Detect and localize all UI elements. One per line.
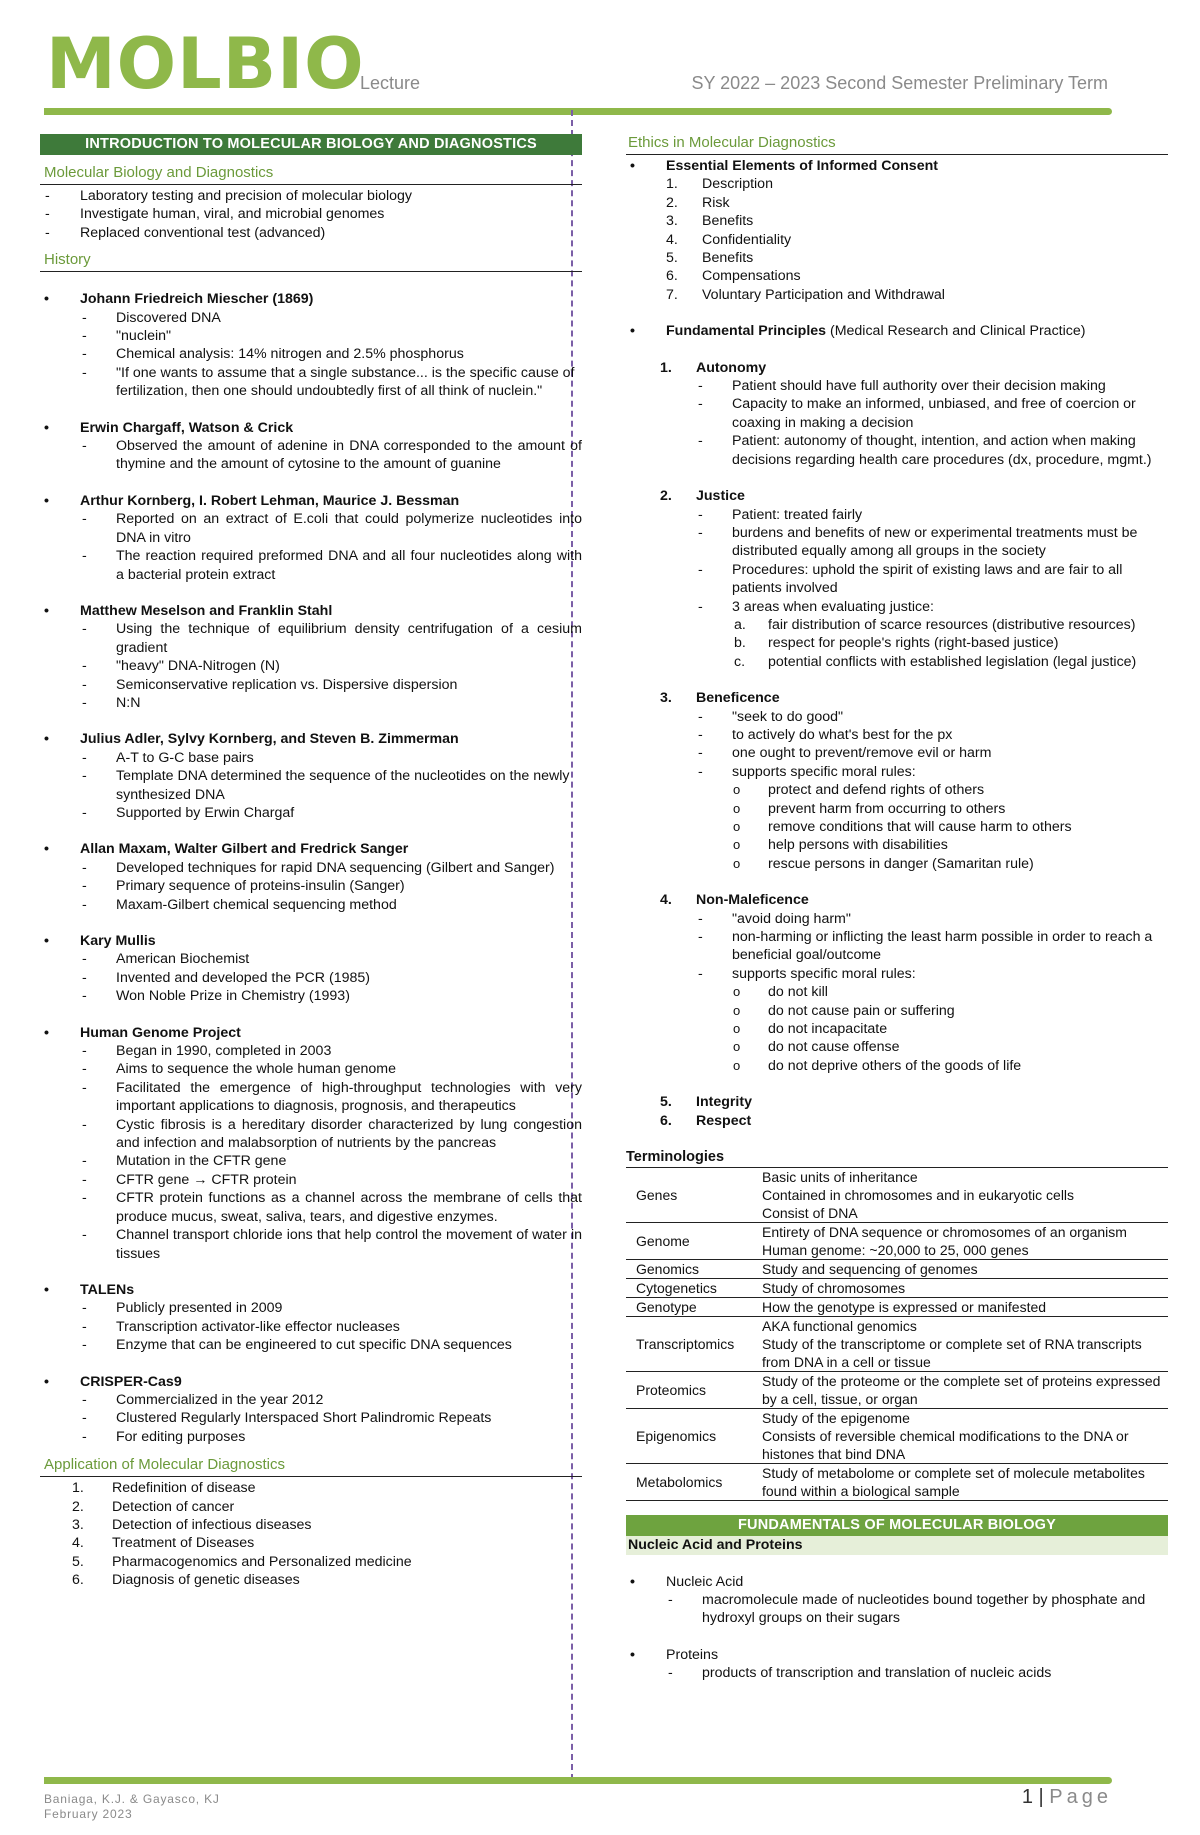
list-item: - Patient: autonomy of thought, intention, and action when making decisions regarding health care procedures (dx, procedure, mgmt.) bbox=[732, 432, 1168, 469]
table-row bbox=[626, 1316, 1168, 1371]
list-item: - products of transcription and translation of nucleic acids bbox=[702, 1664, 1168, 1682]
logo-title: MOLBIO bbox=[46, 23, 365, 105]
principle-justice: 2. Justice - Patient: treated fairly - burdens and benefits of new or experimental treatments must be distributed equally among all groups in the society - Procedures: uphold the spirit of existing laws and are fair to all patients involved - 3 areas when evaluating justice: a. fair distribution of scarce resources (distributive resources) b. respect for people's rights (right-based justice) c. potential conflicts with established legislation (legal justice) bbox=[696, 487, 1168, 671]
history-entry-title: • Matthew Meselson and Franklin Stahl bbox=[80, 602, 333, 619]
list-item: - Reported on an extract of E.coli that could polymerize nucleotides into DNA in vitro bbox=[116, 510, 582, 547]
logo-subtitle: Lecture bbox=[360, 73, 421, 93]
table-row bbox=[626, 1167, 1168, 1222]
term-name: Genotype bbox=[626, 1297, 758, 1316]
list-item: 1. Description bbox=[666, 176, 773, 193]
list-item: - Semiconservative replication vs. Dispersive dispersion bbox=[116, 676, 582, 694]
history-entry-title: • Human Genome Project bbox=[80, 1024, 241, 1041]
list-item: - "seek to do good" bbox=[732, 708, 1168, 726]
list-item: - For editing purposes bbox=[116, 1428, 582, 1446]
application-list bbox=[40, 1479, 582, 1589]
list-item: 4. Treatment of Diseases bbox=[72, 1535, 255, 1552]
fundamentals-subheading: Nucleic Acid and Proteins bbox=[626, 1536, 1168, 1555]
history-entry-title: • TALENs bbox=[80, 1281, 135, 1298]
term-name: Genomics bbox=[626, 1259, 758, 1278]
history-entry-title: • Johann Friedreich Miescher (1869) bbox=[80, 291, 314, 308]
definition-line: Study of chromosomes bbox=[762, 1279, 906, 1296]
principle-title: Integrity bbox=[696, 1094, 752, 1111]
list-item: - Mutation in the CFTR gene bbox=[116, 1152, 582, 1170]
term-definition bbox=[758, 1316, 1168, 1371]
history-entry-title: • Allan Maxam, Walter Gilbert and Fredrick Sanger bbox=[80, 841, 409, 858]
list-item: 7. Voluntary Participation and Withdrawal bbox=[666, 286, 945, 303]
list-item: o do not incapacitate bbox=[768, 1020, 1168, 1038]
principle-respect: 6. Respect bbox=[696, 1112, 1168, 1130]
principle-nonmaleficence: 4. Non-Maleficence - "avoid doing harm" - non-harming or inflicting the least harm possible in order to reach a beneficial goal/outcome - supports specific moral rules: o do not kill o do not cause pain or suffering o do not incapacitate o do not cause offense o do not deprive others of the goods of life bbox=[696, 891, 1168, 1075]
list-item: - Aims to sequence the whole human genome bbox=[116, 1060, 582, 1078]
list-item: 6. Compensations bbox=[666, 268, 801, 285]
list-item: - one ought to prevent/remove evil or harm bbox=[732, 744, 1168, 762]
proteins-title: • Proteins bbox=[666, 1646, 719, 1663]
list-item: - Channel transport chloride ions that help control the movement of water in tissues bbox=[116, 1226, 582, 1263]
list-item: - Patient: treated fairly bbox=[732, 506, 1168, 524]
table-row bbox=[626, 1278, 1168, 1297]
definition-line: Study of the proteome or the complete set of proteins expressed by a cell, tissue, or organ bbox=[762, 1372, 1161, 1407]
history-entry bbox=[80, 602, 582, 712]
definition-line: Human genome: ~20,000 to 25, 000 genes bbox=[762, 1241, 1029, 1258]
list-item: - Laboratory testing and precision of molecular biology bbox=[80, 187, 582, 205]
terminologies-heading: Terminologies bbox=[626, 1149, 725, 1166]
principle-beneficence: 3. Beneficence - "seek to do good" - to actively do what's best for the px - one ought to prevent/remove evil or harm - supports specific moral rules: o protect and defend rights of others o prevent harm from occurring to others o remove conditions that will cause harm to others o help persons with disabilities o rescue persons in danger (Samaritan rule) bbox=[696, 689, 1168, 873]
fundamentals-list bbox=[626, 1573, 1168, 1683]
table-row bbox=[626, 1297, 1168, 1316]
list-item: 5. Benefits bbox=[666, 250, 754, 267]
principles-note: (Medical Research and Clinical Practice) bbox=[826, 323, 1086, 340]
list-item: o prevent harm from occurring to others bbox=[768, 800, 1168, 818]
list-item: - CFTR protein functions as a channel across the membrane of cells that produce mucus, sweat, saliva, tears, and digestive enzymes. bbox=[116, 1189, 582, 1226]
term-definition bbox=[758, 1371, 1168, 1408]
molbio-list bbox=[40, 187, 582, 242]
list-item: - Cystic fibrosis is a hereditary disorder characterized by lung congestion and infection and malabsorption of nutrients by the pancreas bbox=[116, 1116, 582, 1153]
list-item: o do not deprive others of the goods of life bbox=[768, 1057, 1168, 1075]
list-item: - supports specific moral rules: o protect and defend rights of others o prevent harm from occurring to others o remove conditions that will cause harm to others o help persons with disabilities o rescue persons in danger (Samaritan rule) bbox=[732, 763, 1168, 873]
nucleic-acid-title: • Nucleic Acid bbox=[666, 1573, 744, 1590]
page-word: Page bbox=[1049, 1786, 1112, 1808]
list-item: 6. Diagnosis of genetic diseases bbox=[72, 1572, 300, 1589]
list-item: o protect and defend rights of others bbox=[768, 781, 1168, 799]
table-row bbox=[626, 1463, 1168, 1500]
list-item: - Invented and developed the PCR (1985) bbox=[116, 969, 582, 987]
history-entry-title: • CRISPER-Cas9 bbox=[80, 1373, 182, 1390]
list-item: - Won Noble Prize in Chemistry (1993) bbox=[116, 987, 582, 1005]
list-item: - Transcription activator-like effector nucleases bbox=[116, 1318, 582, 1336]
list-item: - Primary sequence of proteins-insulin (Sanger) bbox=[116, 877, 582, 895]
page-number-value: 1 bbox=[1021, 1786, 1033, 1808]
term-label: SY 2022 – 2023 Second Semester Preliminary Term bbox=[691, 73, 1108, 93]
list-item: - macromolecule made of nucleotides bound together by phosphate and hydroxyl groups on their sugars bbox=[702, 1591, 1168, 1628]
term-name: Epigenomics bbox=[626, 1408, 758, 1463]
footer-authors-block bbox=[44, 1792, 220, 1822]
definition-line: Study of the transcriptome or complete set of RNA transcripts from DNA in a cell or tissue bbox=[762, 1335, 1142, 1370]
page-separator: | bbox=[1032, 1786, 1050, 1808]
list-item: o do not cause offense bbox=[768, 1038, 1168, 1056]
list-item: - supports specific moral rules: o do not kill o do not cause pain or suffering o do not incapacitate o do not cause offense o do not deprive others of the goods of life bbox=[732, 965, 1168, 1075]
list-item: - "avoid doing harm" bbox=[732, 910, 1168, 928]
history-entry bbox=[80, 290, 582, 400]
term-name: Transcriptomics bbox=[626, 1316, 758, 1371]
definition-line: Entirety of DNA sequence or chromosomes of an organism bbox=[762, 1223, 1127, 1240]
definition-line: How the genotype is expressed or manifested bbox=[762, 1298, 1047, 1315]
principles-entry bbox=[666, 322, 1168, 340]
list-item: o help persons with disabilities bbox=[768, 836, 1168, 854]
table-row bbox=[626, 1408, 1168, 1463]
term-definition bbox=[758, 1278, 1168, 1297]
list-item: - Chemical analysis: 14% nitrogen and 2.5% phosphorus bbox=[116, 345, 582, 363]
list-item: - Using the technique of equilibrium density centrifugation of a cesium gradient bbox=[116, 620, 582, 657]
list-item: 1. Redefinition of disease bbox=[72, 1480, 256, 1497]
list-item: 2. Detection of cancer bbox=[72, 1498, 235, 1515]
principle-title: Justice bbox=[696, 488, 745, 505]
list-item: - Investigate human, viral, and microbial genomes bbox=[80, 205, 582, 223]
right-column bbox=[626, 134, 1168, 1683]
list-item: o do not kill bbox=[768, 983, 1168, 1001]
history-entry-title: • Kary Mullis bbox=[80, 933, 156, 949]
list-item: 2. Risk bbox=[666, 194, 730, 211]
list-item: - Capacity to make an informed, unbiased, and free of coercion or coaxing in making a decision bbox=[732, 395, 1168, 432]
definition-line: Consist of DNA bbox=[762, 1204, 858, 1221]
intro-banner: INTRODUCTION TO MOLECULAR BIOLOGY AND DIAGNOSTICS bbox=[40, 134, 582, 155]
list-item: 3. Benefits bbox=[666, 213, 754, 230]
list-item: - Procedures: uphold the spirit of existing laws and are fair to all patients involved bbox=[732, 561, 1168, 598]
principle-title: Autonomy bbox=[696, 359, 767, 376]
list-item: - Commercialized in the year 2012 bbox=[116, 1391, 582, 1409]
history-entry bbox=[80, 492, 582, 584]
term-definition bbox=[758, 1222, 1168, 1259]
list-item: - to actively do what's best for the px bbox=[732, 726, 1168, 744]
list-item: - Developed techniques for rapid DNA sequencing (Gilbert and Sanger) bbox=[116, 859, 582, 877]
principle-integrity: 5. Integrity bbox=[696, 1093, 1168, 1111]
definition-line: AKA functional genomics bbox=[762, 1317, 917, 1334]
list-item: - American Biochemist bbox=[116, 950, 582, 968]
history-entry bbox=[80, 419, 582, 474]
left-column bbox=[40, 134, 582, 1590]
page-number bbox=[1022, 1788, 1112, 1806]
definition-line: Basic units of inheritance bbox=[762, 1168, 918, 1185]
list-item: - Facilitated the emergence of high-throughput technologies with very important applications to diagnosis, prognosis, and therapeutics bbox=[116, 1079, 582, 1116]
principle-autonomy: 1. Autonomy - Patient should have full authority over their decision making - Capacity to make an informed, unbiased, and free of coercion or coaxing in making a decision - Patient: autonomy of thought, intention, and action when making decisions regarding health care procedures (dx, procedure, mgmt.) bbox=[696, 359, 1168, 469]
list-item: - Publicly presented in 2009 bbox=[116, 1299, 582, 1317]
definition-line: Study and sequencing of genomes bbox=[762, 1260, 978, 1277]
list-item: - A-T to G-C base pairs bbox=[116, 749, 582, 767]
list-item: 5. Pharmacogenomics and Personalized medicine bbox=[72, 1553, 412, 1570]
list-item: - Replaced conventional test (advanced) bbox=[80, 224, 582, 242]
term-definition bbox=[758, 1167, 1168, 1222]
list-item: - burdens and benefits of new or experimental treatments must be distributed equally among all groups in the society bbox=[732, 524, 1168, 561]
principles-list bbox=[626, 359, 1168, 1130]
list-item: - Template DNA determined the sequence of the nucleotides on the newly synthesized DNA bbox=[116, 767, 582, 804]
history-entry bbox=[80, 1024, 582, 1263]
application-heading: Application of Molecular Diagnostics bbox=[40, 1456, 582, 1477]
term-name: Proteomics bbox=[626, 1371, 758, 1408]
list-item: b. respect for people's rights (right-based justice) bbox=[734, 635, 1059, 652]
principle-title: Respect bbox=[696, 1112, 752, 1129]
principle-title: Non-Maleficence bbox=[696, 892, 809, 909]
list-item: c. potential conflicts with established legislation (legal justice) bbox=[734, 653, 1137, 670]
principle-title: Beneficence bbox=[696, 690, 780, 707]
footer-authors: Baniaga, K.J. & Gayasco, KJ bbox=[44, 1792, 220, 1806]
list-item: - Supported by Erwin Chargaf bbox=[116, 804, 582, 822]
list-item: - Enzyme that can be engineered to cut specific DNA sequences bbox=[116, 1336, 582, 1354]
list-item: - 3 areas when evaluating justice: a. fair distribution of scarce resources (distributive resources) b. respect for people's rights (right-based justice) c. potential conflicts with established legislation (legal justice) bbox=[732, 598, 1168, 672]
terminologies-table bbox=[626, 1167, 1168, 1501]
proteins-entry bbox=[666, 1646, 1168, 1683]
list-item: - "If one wants to assume that a single substance... is the specific cause of fertilization, then one should undoubtedly first of all think of nuclein." bbox=[116, 364, 582, 401]
history-entry bbox=[80, 1373, 582, 1447]
header-rule bbox=[44, 108, 1112, 115]
list-item: 3. Detection of infectious diseases bbox=[72, 1516, 312, 1533]
footer-date: February 2023 bbox=[44, 1807, 133, 1821]
history-entry-title: • Julius Adler, Sylvy Kornberg, and Steven B. Zimmerman bbox=[80, 731, 459, 748]
list-item: - CFTR gene → CFTR protein bbox=[116, 1171, 582, 1189]
term-definition bbox=[758, 1297, 1168, 1316]
list-item: - Observed the amount of adenine in DNA corresponded to the amount of thymine and the amount of cytosine to the amount of guanine bbox=[116, 437, 582, 474]
fundamentals-banner: FUNDAMENTALS OF MOLECULAR BIOLOGY bbox=[626, 1515, 1168, 1536]
history-heading: History bbox=[40, 251, 582, 272]
list-item: o do not cause pain or suffering bbox=[768, 1002, 1168, 1020]
list-item: - Clustered Regularly Interspaced Short Palindromic Repeats bbox=[116, 1409, 582, 1427]
list-item: 4. Confidentiality bbox=[666, 231, 792, 248]
term-name: Cytogenetics bbox=[626, 1278, 758, 1297]
list-item: - Maxam-Gilbert chemical sequencing method bbox=[116, 896, 582, 914]
term-name: Metabolomics bbox=[626, 1463, 758, 1500]
list-item: - Began in 1990, completed in 2003 bbox=[116, 1042, 582, 1060]
list-item: - non-harming or inflicting the least harm possible in order to reach a beneficial goal/outcome bbox=[732, 928, 1168, 965]
term-definition bbox=[758, 1259, 1168, 1278]
definition-line: Study of metabolome or complete set of molecule metabolites found within a biological sample bbox=[762, 1464, 1145, 1499]
consent-title: • Essential Elements of Informed Consent bbox=[666, 158, 938, 174]
list-item: o rescue persons in danger (Samaritan rule) bbox=[768, 855, 1168, 873]
history-entry bbox=[80, 840, 582, 914]
history-entry-title: • Arthur Kornberg, I. Robert Lehman, Maurice J. Bessman bbox=[80, 492, 460, 509]
history-entry bbox=[80, 1281, 582, 1355]
term-definition bbox=[758, 1408, 1168, 1463]
ethics-heading: Ethics in Molecular Diagnostics bbox=[626, 134, 1168, 155]
history-entry bbox=[80, 730, 582, 822]
table-row bbox=[626, 1222, 1168, 1259]
list-item: - "heavy" DNA-Nitrogen (N) bbox=[116, 657, 582, 675]
molbio-heading: Molecular Biology and Diagnostics bbox=[40, 164, 582, 185]
ethics-list bbox=[626, 157, 1168, 341]
definition-line: Study of the epigenome bbox=[762, 1409, 910, 1426]
footer-rule bbox=[44, 1777, 1112, 1784]
list-item: o remove conditions that will cause harm to others bbox=[768, 818, 1168, 836]
list-item: - The reaction required preformed DNA and all four nucleotides along with a bacterial protein extract bbox=[116, 547, 582, 584]
term-definition bbox=[758, 1463, 1168, 1500]
history-list bbox=[40, 290, 582, 1446]
list-item: - "nuclein" bbox=[116, 327, 582, 345]
list-item: - Discovered DNA bbox=[116, 309, 582, 327]
list-item: - N:N bbox=[116, 694, 582, 712]
history-entry-title: • Erwin Chargaff, Watson & Crick bbox=[80, 419, 294, 436]
table-row bbox=[626, 1371, 1168, 1408]
list-item: a. fair distribution of scarce resources (distributive resources) bbox=[734, 616, 1136, 633]
consent-entry bbox=[666, 157, 1168, 304]
table-row bbox=[626, 1259, 1168, 1278]
principles-title: Fundamental Principles bbox=[666, 323, 827, 340]
term-name: Genes bbox=[626, 1167, 758, 1222]
definition-line: Consists of reversible chemical modifications to the DNA or histones that bind DNA bbox=[762, 1427, 1129, 1462]
term-name: Genome bbox=[626, 1222, 758, 1259]
history-entry bbox=[80, 932, 582, 1006]
list-item: - Patient should have full authority over their decision making bbox=[732, 377, 1168, 395]
nucleic-acid-entry bbox=[666, 1573, 1168, 1628]
definition-line: Contained in chromosomes and in eukaryotic cells bbox=[762, 1186, 1075, 1203]
